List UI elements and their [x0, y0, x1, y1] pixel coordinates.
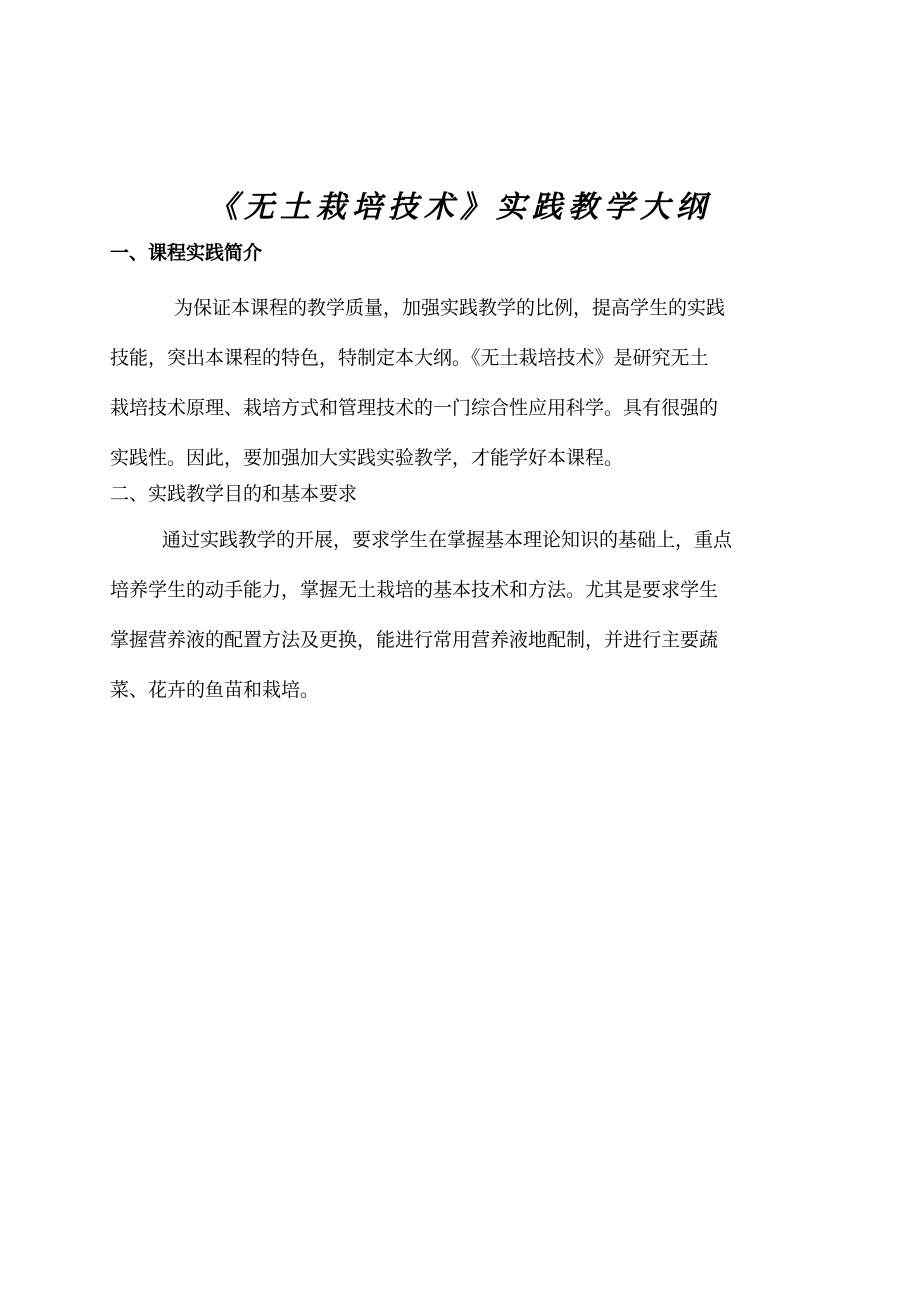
section-heading-goals: 二、实践教学目的和基本要求: [110, 483, 358, 505]
paragraph-line: 实践性。因此，要加强加大实践实验教学，才能学好本课程。: [110, 447, 624, 469]
paragraph-line: 通过实践教学的开展，要求学生在掌握基本理论知识的基础上，重点: [162, 529, 733, 551]
paragraph-line: 菜、花卉的鱼苗和栽培。: [110, 679, 320, 701]
section-paragraph-intro: [110, 283, 810, 483]
document-title: 《无土栽培技术》实践教学大纲: [208, 190, 712, 225]
paragraph-line: 为保证本课程的教学质量，加强实践教学的比例，提高学生的实践: [174, 297, 726, 319]
section-heading-intro: 一、课程实践简介: [110, 242, 263, 264]
paragraph-line: 技能，突出本课程的特色，特制定本大纲。《无土栽培技术》是研究无土: [110, 347, 709, 369]
paragraph-line: 栽培技术原理、栽培方式和管理技术的一门综合性应用科学。具有很强的: [110, 397, 719, 419]
paragraph-line: 掌握营养液的配置方法及更换，能进行常用营养液地配制，并进行主要蔬: [110, 629, 719, 651]
paragraph-line: 培养学生的动手能力，掌握无土栽培的基本技术和方法。尤其是要求学生: [110, 579, 719, 601]
section-paragraph-goals: [110, 515, 810, 715]
